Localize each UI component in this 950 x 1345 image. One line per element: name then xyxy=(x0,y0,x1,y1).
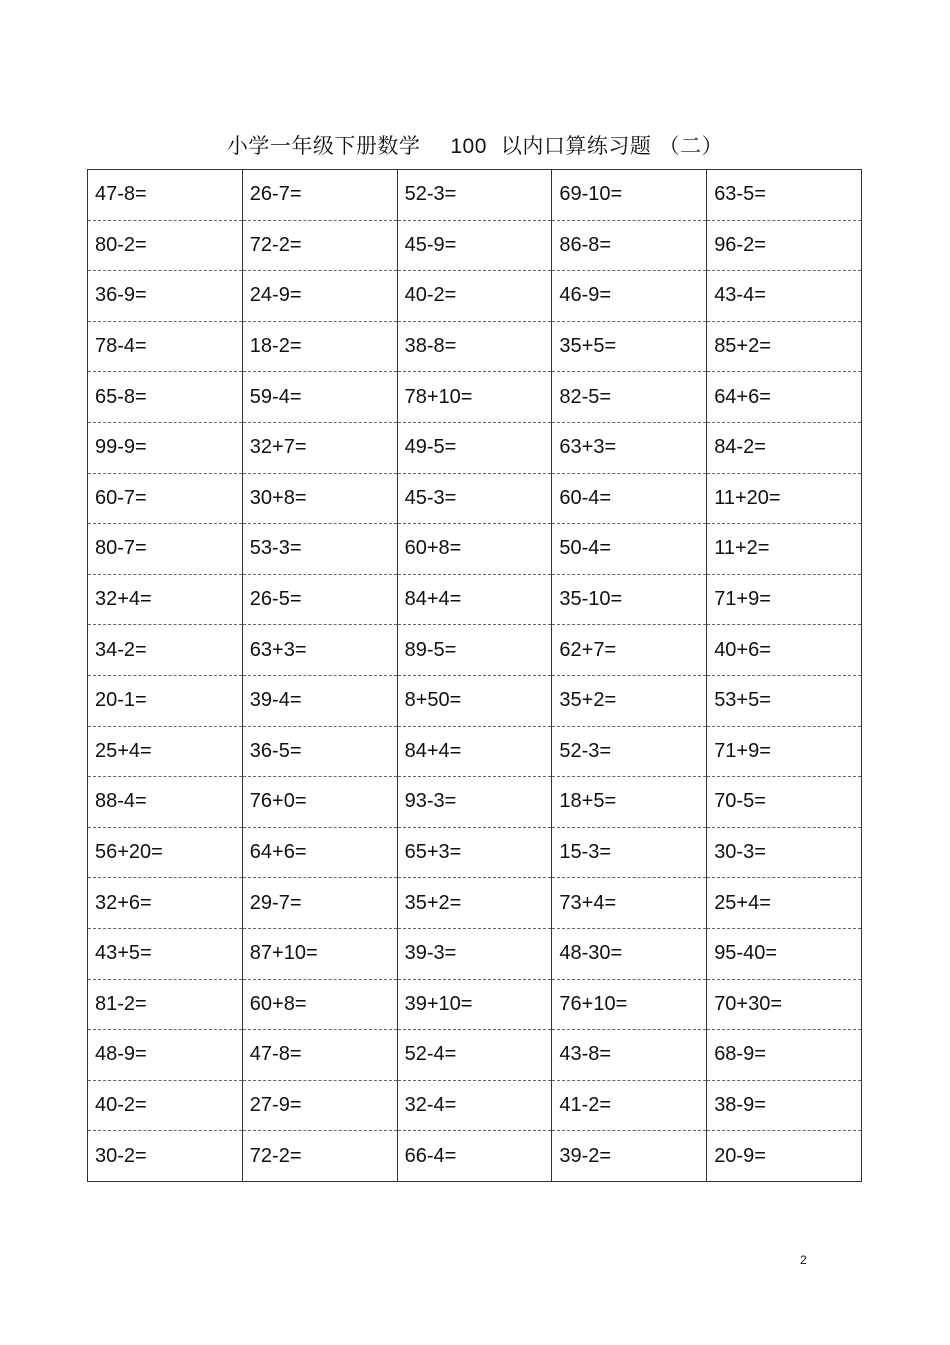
title-prefix: 小学一年级下册数学 xyxy=(226,134,421,158)
exercise-cell: 48-9= xyxy=(88,1030,243,1081)
exercise-cell: 95-40= xyxy=(707,928,862,979)
exercise-cell: 27-9= xyxy=(242,1080,397,1131)
exercise-cell: 76+0= xyxy=(242,777,397,828)
exercise-cell: 39-3= xyxy=(397,928,552,979)
exercise-cell: 29-7= xyxy=(242,878,397,929)
exercise-row xyxy=(88,574,862,625)
exercise-row xyxy=(88,625,862,676)
exercise-cell: 18-2= xyxy=(242,321,397,372)
exercise-cell: 82-5= xyxy=(552,372,707,423)
exercise-cell: 15-3= xyxy=(552,827,707,878)
exercise-row xyxy=(88,1080,862,1131)
exercise-cell: 32+4= xyxy=(88,574,243,625)
exercise-cell: 72-2= xyxy=(242,1131,397,1182)
exercise-cell: 25+4= xyxy=(88,726,243,777)
exercise-cell: 84+4= xyxy=(397,574,552,625)
exercise-cell: 20-1= xyxy=(88,675,243,726)
exercise-cell: 52-4= xyxy=(397,1030,552,1081)
exercise-cell: 46-9= xyxy=(552,271,707,322)
exercise-cell: 71+9= xyxy=(707,726,862,777)
exercise-cell: 93-3= xyxy=(397,777,552,828)
exercise-cell: 30-3= xyxy=(707,827,862,878)
exercise-cell: 72-2= xyxy=(242,220,397,271)
exercise-row xyxy=(88,170,862,221)
exercise-cell: 43-8= xyxy=(552,1030,707,1081)
exercise-table xyxy=(87,169,862,1182)
exercise-cell: 49-5= xyxy=(397,422,552,473)
exercise-cell: 66-4= xyxy=(397,1131,552,1182)
exercise-cell: 32-4= xyxy=(397,1080,552,1131)
exercise-cell: 45-9= xyxy=(397,220,552,271)
exercise-cell: 35-10= xyxy=(552,574,707,625)
exercise-cell: 60-7= xyxy=(88,473,243,524)
exercise-cell: 47-8= xyxy=(242,1030,397,1081)
exercise-cell: 11+2= xyxy=(707,524,862,575)
exercise-cell: 99-9= xyxy=(88,422,243,473)
exercise-row xyxy=(88,372,862,423)
exercise-cell: 39-2= xyxy=(552,1131,707,1182)
exercise-cell: 56+20= xyxy=(88,827,243,878)
exercise-cell: 39-4= xyxy=(242,675,397,726)
exercise-cell: 50-4= xyxy=(552,524,707,575)
exercise-cell: 47-8= xyxy=(88,170,243,221)
exercise-row xyxy=(88,979,862,1030)
exercise-cell: 80-2= xyxy=(88,220,243,271)
exercise-cell: 85+2= xyxy=(707,321,862,372)
exercise-row xyxy=(88,1131,862,1182)
exercise-cell: 63+3= xyxy=(552,422,707,473)
exercise-cell: 84-2= xyxy=(707,422,862,473)
exercise-cell: 18+5= xyxy=(552,777,707,828)
exercise-cell: 70+30= xyxy=(707,979,862,1030)
page-number: 2 xyxy=(800,1253,807,1267)
exercise-cell: 38-8= xyxy=(397,321,552,372)
exercise-cell: 63+3= xyxy=(242,625,397,676)
exercise-cell: 89-5= xyxy=(397,625,552,676)
exercise-cell: 76+10= xyxy=(552,979,707,1030)
exercise-row xyxy=(88,321,862,372)
exercise-cell: 80-7= xyxy=(88,524,243,575)
exercise-cell: 30+8= xyxy=(242,473,397,524)
exercise-cell: 38-9= xyxy=(707,1080,862,1131)
exercise-cell: 26-7= xyxy=(242,170,397,221)
exercise-cell: 59-4= xyxy=(242,372,397,423)
exercise-cell: 35+2= xyxy=(397,878,552,929)
exercise-row xyxy=(88,675,862,726)
exercise-cell: 84+4= xyxy=(397,726,552,777)
exercise-cell: 53+5= xyxy=(707,675,862,726)
exercise-cell: 25+4= xyxy=(707,878,862,929)
exercise-cell: 43+5= xyxy=(88,928,243,979)
exercise-cell: 24-9= xyxy=(242,271,397,322)
page-title xyxy=(0,130,950,160)
exercise-cell: 40-2= xyxy=(397,271,552,322)
exercise-cell: 53-3= xyxy=(242,524,397,575)
exercise-cell: 69-10= xyxy=(552,170,707,221)
exercise-table-body xyxy=(88,170,862,1182)
exercise-cell: 60+8= xyxy=(397,524,552,575)
exercise-cell: 96-2= xyxy=(707,220,862,271)
exercise-cell: 35+2= xyxy=(552,675,707,726)
exercise-cell: 64+6= xyxy=(707,372,862,423)
exercise-cell: 64+6= xyxy=(242,827,397,878)
exercise-row xyxy=(88,220,862,271)
exercise-cell: 8+50= xyxy=(397,675,552,726)
exercise-cell: 11+20= xyxy=(707,473,862,524)
exercise-cell: 43-4= xyxy=(707,271,862,322)
exercise-row xyxy=(88,777,862,828)
exercise-row xyxy=(88,827,862,878)
title-number: 100 xyxy=(450,135,487,158)
exercise-row xyxy=(88,1030,862,1081)
exercise-cell: 52-3= xyxy=(397,170,552,221)
exercise-cell: 40+6= xyxy=(707,625,862,676)
exercise-row xyxy=(88,524,862,575)
exercise-cell: 81-2= xyxy=(88,979,243,1030)
exercise-cell: 39+10= xyxy=(397,979,552,1030)
exercise-cell: 41-2= xyxy=(552,1080,707,1131)
exercise-cell: 36-9= xyxy=(88,271,243,322)
exercise-cell: 87+10= xyxy=(242,928,397,979)
exercise-cell: 63-5= xyxy=(707,170,862,221)
exercise-cell: 86-8= xyxy=(552,220,707,271)
exercise-cell: 30-2= xyxy=(88,1131,243,1182)
exercise-cell: 20-9= xyxy=(707,1131,862,1182)
exercise-cell: 71+9= xyxy=(707,574,862,625)
exercise-cell: 40-2= xyxy=(88,1080,243,1131)
exercise-cell: 88-4= xyxy=(88,777,243,828)
exercise-row xyxy=(88,422,862,473)
exercise-cell: 36-5= xyxy=(242,726,397,777)
exercise-cell: 32+7= xyxy=(242,422,397,473)
exercise-row xyxy=(88,726,862,777)
exercise-cell: 60-4= xyxy=(552,473,707,524)
exercise-cell: 78-4= xyxy=(88,321,243,372)
title-suffix: 以内口算练习题 （二） xyxy=(500,134,724,158)
exercise-cell: 26-5= xyxy=(242,574,397,625)
exercise-cell: 45-3= xyxy=(397,473,552,524)
exercise-cell: 32+6= xyxy=(88,878,243,929)
exercise-cell: 73+4= xyxy=(552,878,707,929)
exercise-row xyxy=(88,928,862,979)
exercise-cell: 60+8= xyxy=(242,979,397,1030)
exercise-cell: 35+5= xyxy=(552,321,707,372)
exercise-cell: 34-2= xyxy=(88,625,243,676)
exercise-cell: 52-3= xyxy=(552,726,707,777)
exercise-row xyxy=(88,473,862,524)
exercise-cell: 70-5= xyxy=(707,777,862,828)
exercise-cell: 62+7= xyxy=(552,625,707,676)
exercise-row xyxy=(88,878,862,929)
exercise-cell: 68-9= xyxy=(707,1030,862,1081)
exercise-cell: 65-8= xyxy=(88,372,243,423)
exercise-cell: 65+3= xyxy=(397,827,552,878)
exercise-row xyxy=(88,271,862,322)
exercise-cell: 78+10= xyxy=(397,372,552,423)
exercise-cell: 48-30= xyxy=(552,928,707,979)
